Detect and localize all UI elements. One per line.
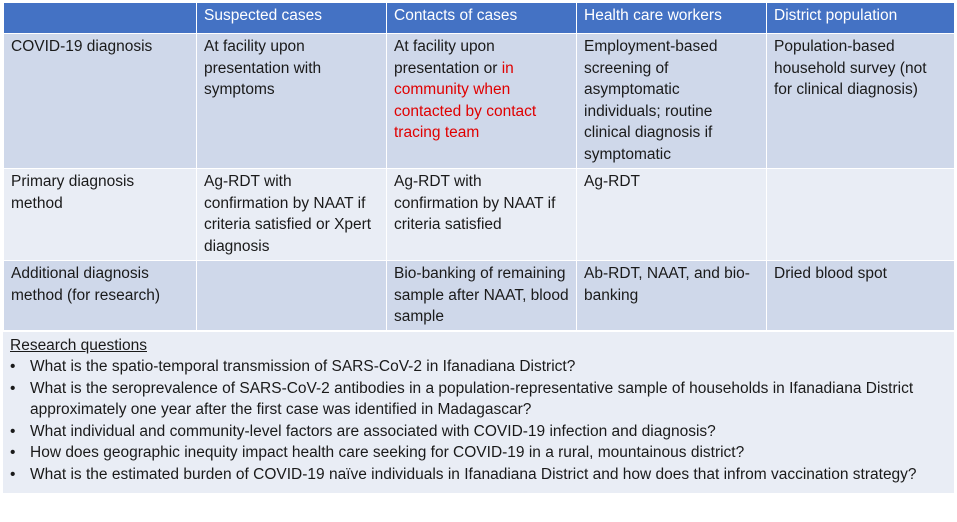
bullet-icon: • bbox=[10, 379, 16, 397]
study-design-table bbox=[3, 2, 955, 331]
bullet-icon: • bbox=[10, 465, 16, 483]
research-questions-list bbox=[10, 356, 947, 485]
cell-contacts-highlight: in community when contacted by contact tracing team bbox=[394, 59, 537, 141]
bullet-icon: • bbox=[10, 444, 16, 461]
cell-contacts-text: At facility upon presentation or bbox=[394, 38, 502, 77]
list-item bbox=[10, 421, 947, 443]
bullet-icon: • bbox=[10, 422, 16, 440]
cell-suspected: At facility upon presentation with symptoms bbox=[197, 34, 387, 169]
list-item-text: How does geographic inequity impact health care seeking for COVID-19 in a rural, mountainous district? bbox=[30, 444, 745, 461]
header-blank-cell bbox=[4, 3, 197, 34]
header-contacts-of-cases: Contacts of cases bbox=[387, 3, 577, 34]
cell-suspected: Ag-RDT with confirmation by NAAT if criteria satisfied or Xpert diagnosis bbox=[197, 169, 387, 261]
table-row bbox=[4, 169, 955, 261]
table-row bbox=[4, 34, 955, 169]
cell-health-care-workers: Ab-RDT, NAAT, and bio-banking bbox=[577, 261, 767, 331]
row-label-covid-diagnosis: COVID-19 diagnosis bbox=[4, 34, 197, 169]
table-row bbox=[4, 261, 955, 331]
cell-district-population bbox=[767, 169, 955, 261]
cell-contacts: Bio-banking of remaining sample after NAAT, blood sample bbox=[387, 261, 577, 331]
header-district-population: District population bbox=[767, 3, 955, 34]
cell-health-care-workers: Employment-based screening of asymptomatic individuals; routine clinical diagnosis if symptomatic bbox=[577, 34, 767, 169]
list-item bbox=[10, 378, 947, 421]
list-item bbox=[10, 442, 947, 464]
research-questions-panel bbox=[3, 331, 954, 494]
list-item bbox=[10, 464, 947, 486]
cell-suspected bbox=[197, 261, 387, 331]
row-label-additional-diagnosis: Additional diagnosis method (for research) bbox=[4, 261, 197, 331]
list-item bbox=[10, 356, 947, 378]
table-header-row bbox=[4, 3, 955, 34]
cell-health-care-workers: Ag-RDT bbox=[577, 169, 767, 261]
header-health-care-workers: Health care workers bbox=[577, 3, 767, 34]
list-item-text: What is the seroprevalence of SARS-CoV-2 antibodies in a population-representative sample of households in Ifanadiana District approximately one year after the first case was identified in Madagascar? bbox=[30, 379, 914, 418]
cell-contacts bbox=[387, 34, 577, 169]
row-label-primary-diagnosis: Primary diagnosis method bbox=[4, 169, 197, 261]
list-item-text: What individual and community-level factors are associated with COVID-19 infection and diagnosis? bbox=[30, 422, 716, 440]
list-item-text: What is the estimated burden of COVID-19 naïve individuals in Ifanadiana District and how does that infrom vaccination strategy? bbox=[30, 465, 917, 483]
list-item-text: What is the spatio-temporal transmission of SARS-CoV-2 in Ifanadiana District? bbox=[30, 358, 576, 375]
bullet-icon: • bbox=[10, 358, 16, 375]
cell-contacts: Ag-RDT with confirmation by NAAT if criteria satisfied bbox=[387, 169, 577, 261]
header-suspected-cases: Suspected cases bbox=[197, 3, 387, 34]
cell-district-population: Dried blood spot bbox=[767, 261, 955, 331]
cell-district-population: Population-based household survey (not for clinical diagnosis) bbox=[767, 34, 955, 169]
research-questions-title: Research questions bbox=[10, 336, 147, 354]
